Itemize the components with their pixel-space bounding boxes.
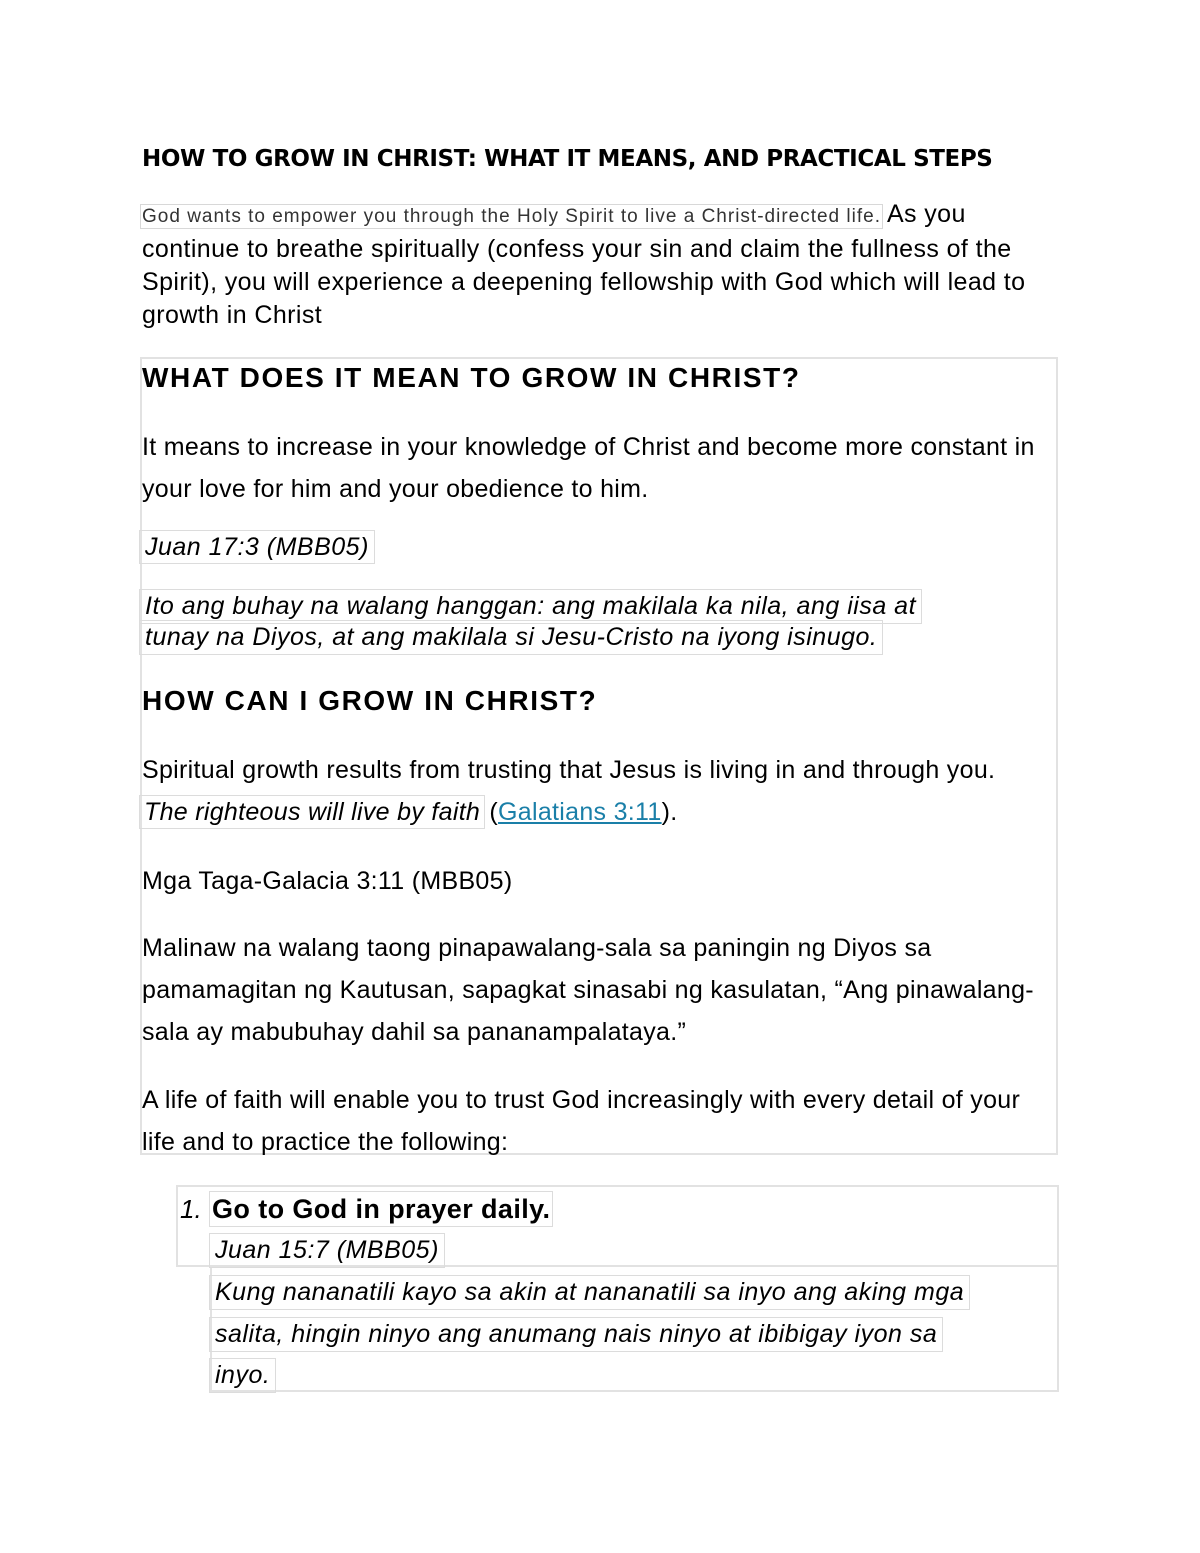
section2-verse: Malinaw na walang taong pinapawalang-sala sa paningin ng Diyos sa pamamagitan ng Kautusan, sapagkat sinasabi ng kasulatan, “Ang pinawalang-sala ay mabubuhay dahil sa pananampalataya.” <box>142 934 1034 1046</box>
section2-body: Spiritual growth results from trusting that Jesus is living in and through you. The righteous will live by faith (Galatians 3:11). <box>142 756 996 826</box>
intro-rest: As you continue to breathe spiritually (confess your sin and claim the fullness of the Spirit), you will experience a deepening fellowship with God which will lead to growth in Christ <box>142 200 1026 329</box>
section1-body: It means to increase in your knowledge of Christ and become more constant in your love for him and your obedience to him. <box>142 433 1035 503</box>
section2-closing: A life of faith will enable you to trust God increasingly with every detail of your life and to practice the following: <box>142 1086 1021 1156</box>
section1-verse-line2: tunay na Diyos, at ang makilala si Jesu-Cristo na iyong isinugo. <box>142 623 880 652</box>
intro-lead: God wants to empower you through the Holy Spirit to live a Christ-directed life. <box>142 206 881 227</box>
list-item-verse-line3: inyo. <box>212 1361 273 1390</box>
document-title: HOW TO GROW IN CHRIST: WHAT IT MEANS, AND PRACTICAL STEPS <box>142 146 993 172</box>
list-item-verse-line2: salita, hingin ninyo ang anumang nais ninyo at ibibigay iyon sa <box>212 1320 940 1349</box>
galatians-link[interactable]: Galatians 3:11 <box>498 798 662 826</box>
faith-quote: The righteous will live by faith <box>144 798 481 826</box>
section2-ref: Mga Taga-Galacia 3:11 (MBB05) <box>142 867 513 895</box>
intro-paragraph <box>142 198 1062 332</box>
list-item-ref: Juan 15:7 (MBB05) <box>212 1236 442 1265</box>
section2-heading: HOW CAN I GROW IN CHRIST? <box>142 685 598 716</box>
section1-ref: Juan 17:3 (MBB05) <box>142 533 372 562</box>
section1-heading: WHAT DOES IT MEAN TO GROW IN CHRIST? <box>142 362 801 393</box>
section1-verse-line1: Ito ang buhay na walang hanggan: ang makilala ka nila, ang iisa at <box>142 592 919 621</box>
list-item-number: 1. <box>180 1194 202 1224</box>
list-item-title: Go to God in prayer daily. <box>212 1194 551 1224</box>
list-item-verse-line1: Kung nananatili kayo sa akin at nananatili sa inyo ang aking mga <box>212 1278 967 1307</box>
